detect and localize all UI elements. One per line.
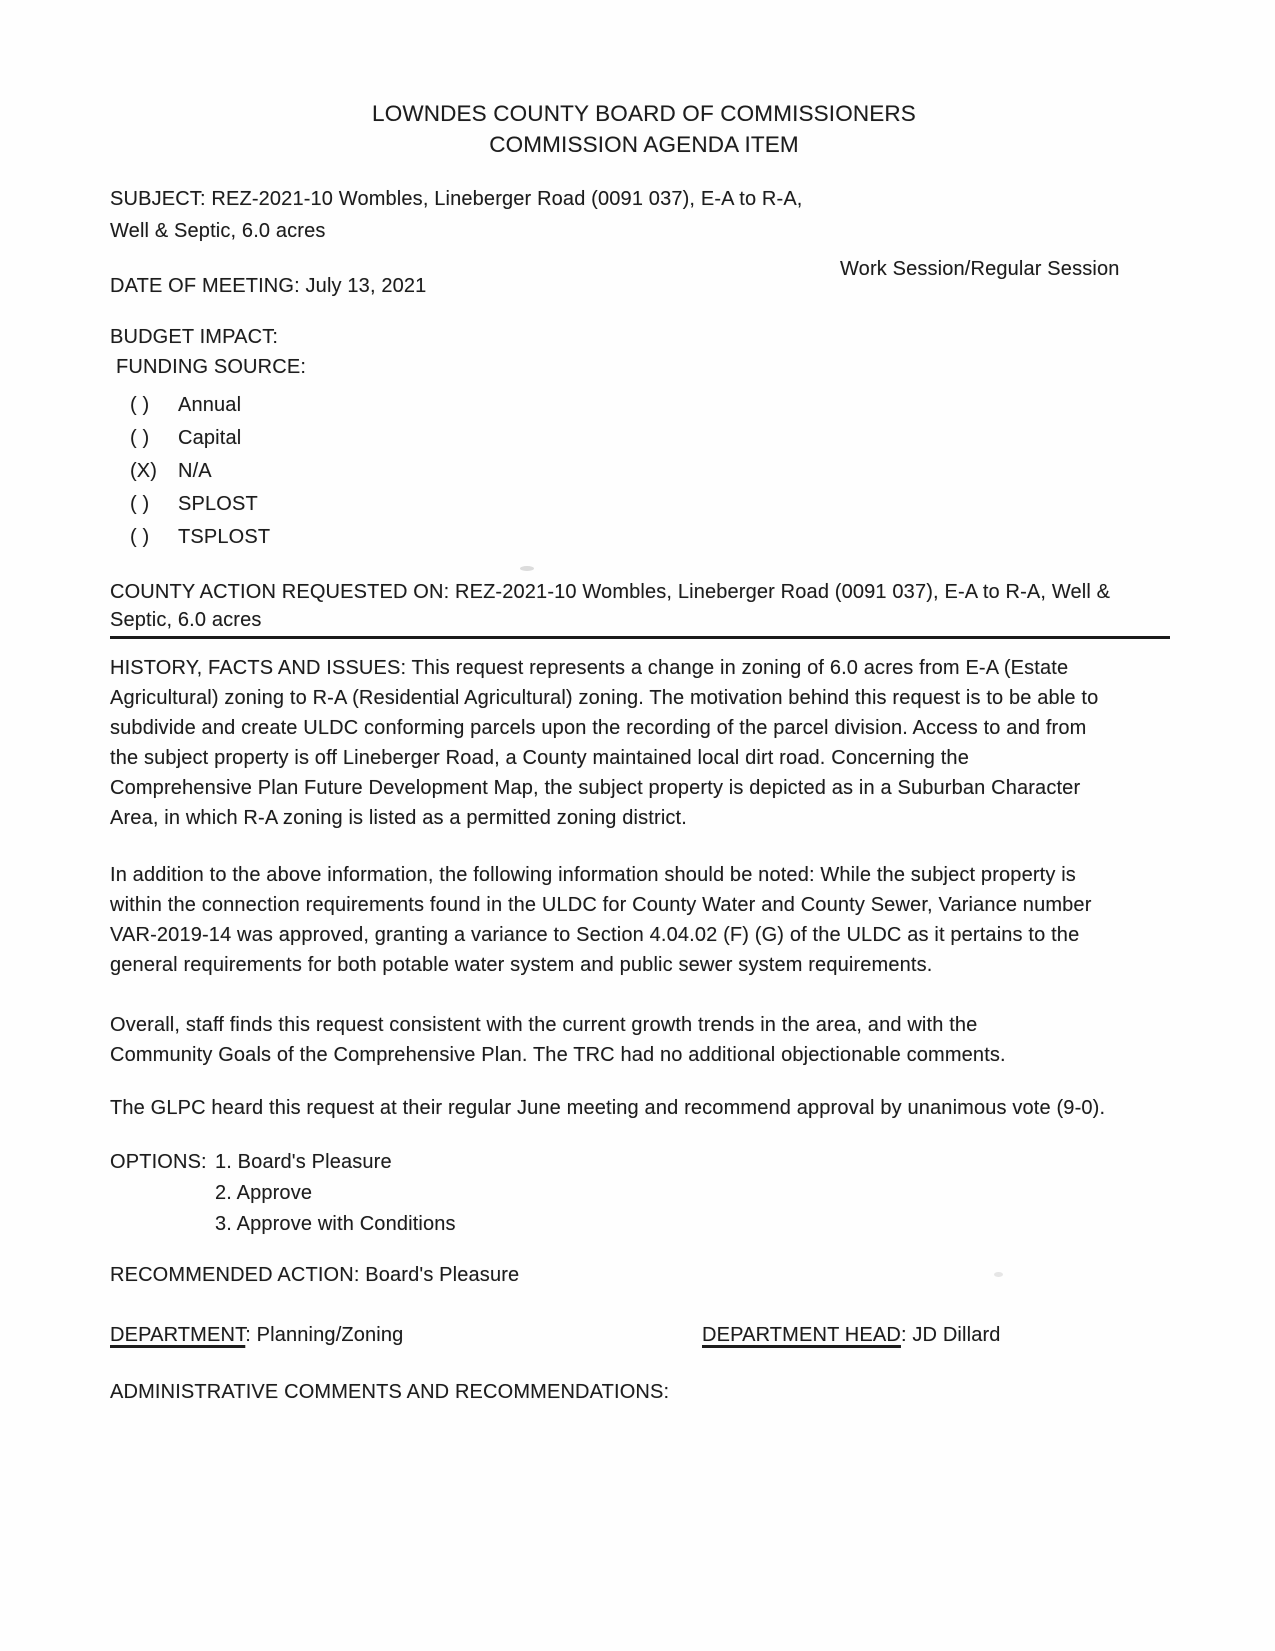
paragraph-line: Overall, staff finds this request consistent with the current growth trends in the area, and with the bbox=[110, 1014, 978, 1036]
checkbox-mark: ( ) bbox=[130, 427, 150, 449]
county-action-line-2: Septic, 6.0 acres bbox=[110, 609, 262, 631]
subject-block bbox=[110, 183, 1178, 247]
title-line-2: COMMISSION AGENDA ITEM bbox=[489, 132, 799, 157]
funding-option-label: N/A bbox=[178, 460, 212, 482]
document-title bbox=[110, 98, 1178, 160]
checkbox-mark-checked: (X) bbox=[130, 460, 158, 482]
meeting-date: DATE OF MEETING: July 13, 2021 bbox=[110, 275, 427, 297]
paragraph-line: The GLPC heard this request at their regular June meeting and recommend approval by unanimous vote (9-0). bbox=[110, 1097, 1106, 1119]
department-row bbox=[110, 1320, 1178, 1350]
checkbox-mark: ( ) bbox=[130, 493, 150, 515]
paragraph-line: Community Goals of the Comprehensive Plan. The TRC had no additional objectionable comments. bbox=[110, 1044, 1006, 1066]
paragraph-line: general requirements for both potable water system and public sewer system requirements. bbox=[110, 954, 933, 976]
funding-source-list bbox=[110, 389, 1178, 554]
paragraph-line: Agricultural) zoning to R-A (Residential Agricultural) zoning. The motivation behind this request is to be able to bbox=[110, 687, 1099, 709]
department-value: : Planning/Zoning bbox=[245, 1324, 404, 1346]
funding-option-label: Annual bbox=[178, 394, 242, 416]
department-head-field bbox=[702, 1320, 1001, 1350]
session-type: Work Session/Regular Session bbox=[840, 258, 1120, 280]
options-label: OPTIONS: bbox=[110, 1151, 207, 1173]
meeting-row bbox=[110, 258, 1178, 301]
funding-source-label: FUNDING SOURCE: bbox=[116, 356, 307, 378]
paragraph-history bbox=[110, 653, 1178, 833]
funding-option-label: TSPLOST bbox=[178, 526, 271, 548]
funding-option-tsplost bbox=[110, 521, 1178, 554]
scan-artifact bbox=[994, 1272, 1003, 1277]
option-item-2: 2. Approve bbox=[215, 1182, 313, 1204]
paragraph-line: within the connection requirements found in the ULDC for County Water and County Sewer, Variance number bbox=[110, 894, 1092, 916]
department-field bbox=[110, 1320, 702, 1350]
document-body bbox=[110, 98, 1178, 1407]
paragraph-glpc bbox=[110, 1093, 1178, 1123]
paragraph-additional-info bbox=[110, 860, 1178, 980]
horizontal-rule bbox=[110, 636, 1170, 639]
paragraph-line: the subject property is off Lineberger Road, a County maintained local dirt road. Concerning the bbox=[110, 747, 969, 769]
funding-option-splost bbox=[110, 488, 1178, 521]
department-label: DEPARTMENT bbox=[110, 1324, 246, 1346]
funding-option-capital bbox=[110, 422, 1178, 455]
options-list bbox=[215, 1147, 456, 1240]
paragraph-line: VAR-2019-14 was approved, granting a variance to Section 4.04.02 (F) (G) of the ULDC as it pertains to the bbox=[110, 924, 1080, 946]
paragraph-line: HISTORY, FACTS AND ISSUES: This request represents a change in zoning of 6.0 acres from E-A (Estate bbox=[110, 657, 1069, 679]
checkbox-mark: ( ) bbox=[130, 526, 150, 548]
funding-option-label: SPLOST bbox=[178, 493, 258, 515]
option-item-1: 1. Board's Pleasure bbox=[215, 1151, 392, 1173]
department-head-value: : JD Dillard bbox=[900, 1324, 1001, 1346]
options-block bbox=[110, 1147, 1178, 1240]
county-action-block bbox=[110, 578, 1178, 634]
title-line-1: LOWNDES COUNTY BOARD OF COMMISSIONERS bbox=[372, 101, 916, 126]
funding-option-label: Capital bbox=[178, 427, 242, 449]
funding-option-annual bbox=[110, 389, 1178, 422]
subject-line-1: SUBJECT: REZ-2021-10 Wombles, Lineberger Road (0091 037), E-A to R-A, bbox=[110, 188, 803, 210]
checkbox-mark: ( ) bbox=[130, 394, 150, 416]
department-head-label: DEPARTMENT HEAD bbox=[702, 1324, 901, 1346]
paragraph-line: Comprehensive Plan Future Development Map, the subject property is depicted as in a Suburban Character bbox=[110, 777, 1081, 799]
budget-impact-label: BUDGET IMPACT: bbox=[110, 326, 279, 348]
subject-line-2: Well & Septic, 6.0 acres bbox=[110, 220, 326, 242]
paragraph-line: In addition to the above information, the following information should be noted: While the subject property is bbox=[110, 864, 1076, 886]
funding-option-na bbox=[110, 455, 1178, 488]
administrative-comments-heading: ADMINISTRATIVE COMMENTS AND RECOMMENDATIONS: bbox=[110, 1381, 670, 1403]
paragraph-staff-finding bbox=[110, 1010, 1178, 1070]
recommended-action: RECOMMENDED ACTION: Board's Pleasure bbox=[110, 1264, 520, 1286]
option-item-3: 3. Approve with Conditions bbox=[215, 1213, 456, 1235]
scan-artifact bbox=[520, 566, 534, 571]
paragraph-line: Area, in which R-A zoning is listed as a permitted zoning district. bbox=[110, 807, 687, 829]
county-action-line-1: COUNTY ACTION REQUESTED ON: REZ-2021-10 Wombles, Lineberger Road (0091 037), E-A to R-A, Well & bbox=[110, 581, 1111, 603]
paragraph-line: subdivide and create ULDC conforming parcels upon the recording of the parcel division. Access to and from bbox=[110, 717, 1087, 739]
